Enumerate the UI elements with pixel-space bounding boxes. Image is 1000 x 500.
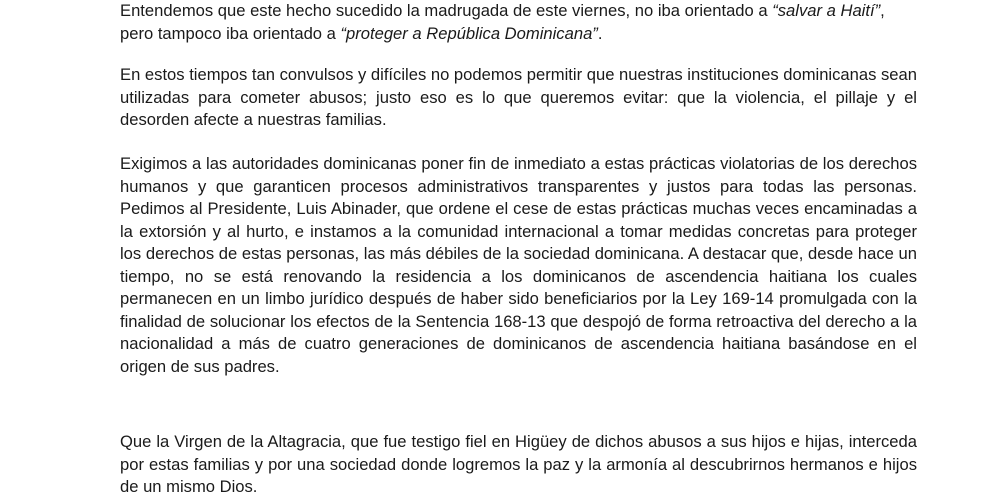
paragraph-1-line-2-punct: .: [597, 23, 603, 43]
paragraph-3: Exigimos a las autoridades dominicanas poner fin de inmediato a estas prácticas violatorias de los derechos humanos y que garanticen procesos administrativos transparentes y justos para todas las personas. Pedimos al Presidente, Luis Abinader, que ordene el cese de estas prácticas muchas veces encaminadas a la extorsión y al hurto, e instamos a la comunidad internacional a tomar medidas concretas para proteger los derechos de estas personas, las más débiles de la sociedad dominicana. A destacar que, desde hace un tiempo, no se está renovando la residencia a los dominicanos de ascendencia haitiana los cuales permanecen en un limbo jurídico después de haber sido beneficiarios por la Ley 169-14 promulgada con la finalidad de solucionar los efectos de la Sentencia 168-13 que despojó de forma retroactiva del derecho a la nacionalidad a más de cuatro generaciones de dominicanos de ascendencia haitiana basándose en el origen de sus padres.: [120, 154, 917, 376]
paragraph-1-line-1-text: Entendemos que este hecho sucedido la madrugada de este viernes, no iba orientado a: [120, 1, 773, 20]
quote-proteger-republica: “proteger a República Dominicana”: [340, 23, 598, 43]
quote-salvar-haiti: “salvar a Haití”: [772, 1, 881, 20]
paragraph-1-line-1-punct: ,: [880, 1, 885, 20]
paragraph-2: En estos tiempos tan convulsos y difíciles no podemos permitir que nuestras instituciones dominicanas sean utilizadas para cometer abusos; justo eso es lo que queremos evitar: que la violencia, el pillaje y el desorden afecte a nuestras familias.: [120, 65, 917, 129]
paragraph-4: Que la Virgen de la Altagracia, que fue testigo fiel en Higüey de dichos abusos a sus hijos e hijas, interceda por estas familias y por una sociedad donde logremos la paz y la armonía al descubrirnos hermanos e hijos de un mismo Dios.: [120, 432, 917, 496]
paragraph-1-line-2: [120, 23, 885, 46]
paragraph-1: [120, 0, 885, 45]
paragraph-1-line-2-text: pero tampoco iba orientado a: [120, 23, 341, 43]
